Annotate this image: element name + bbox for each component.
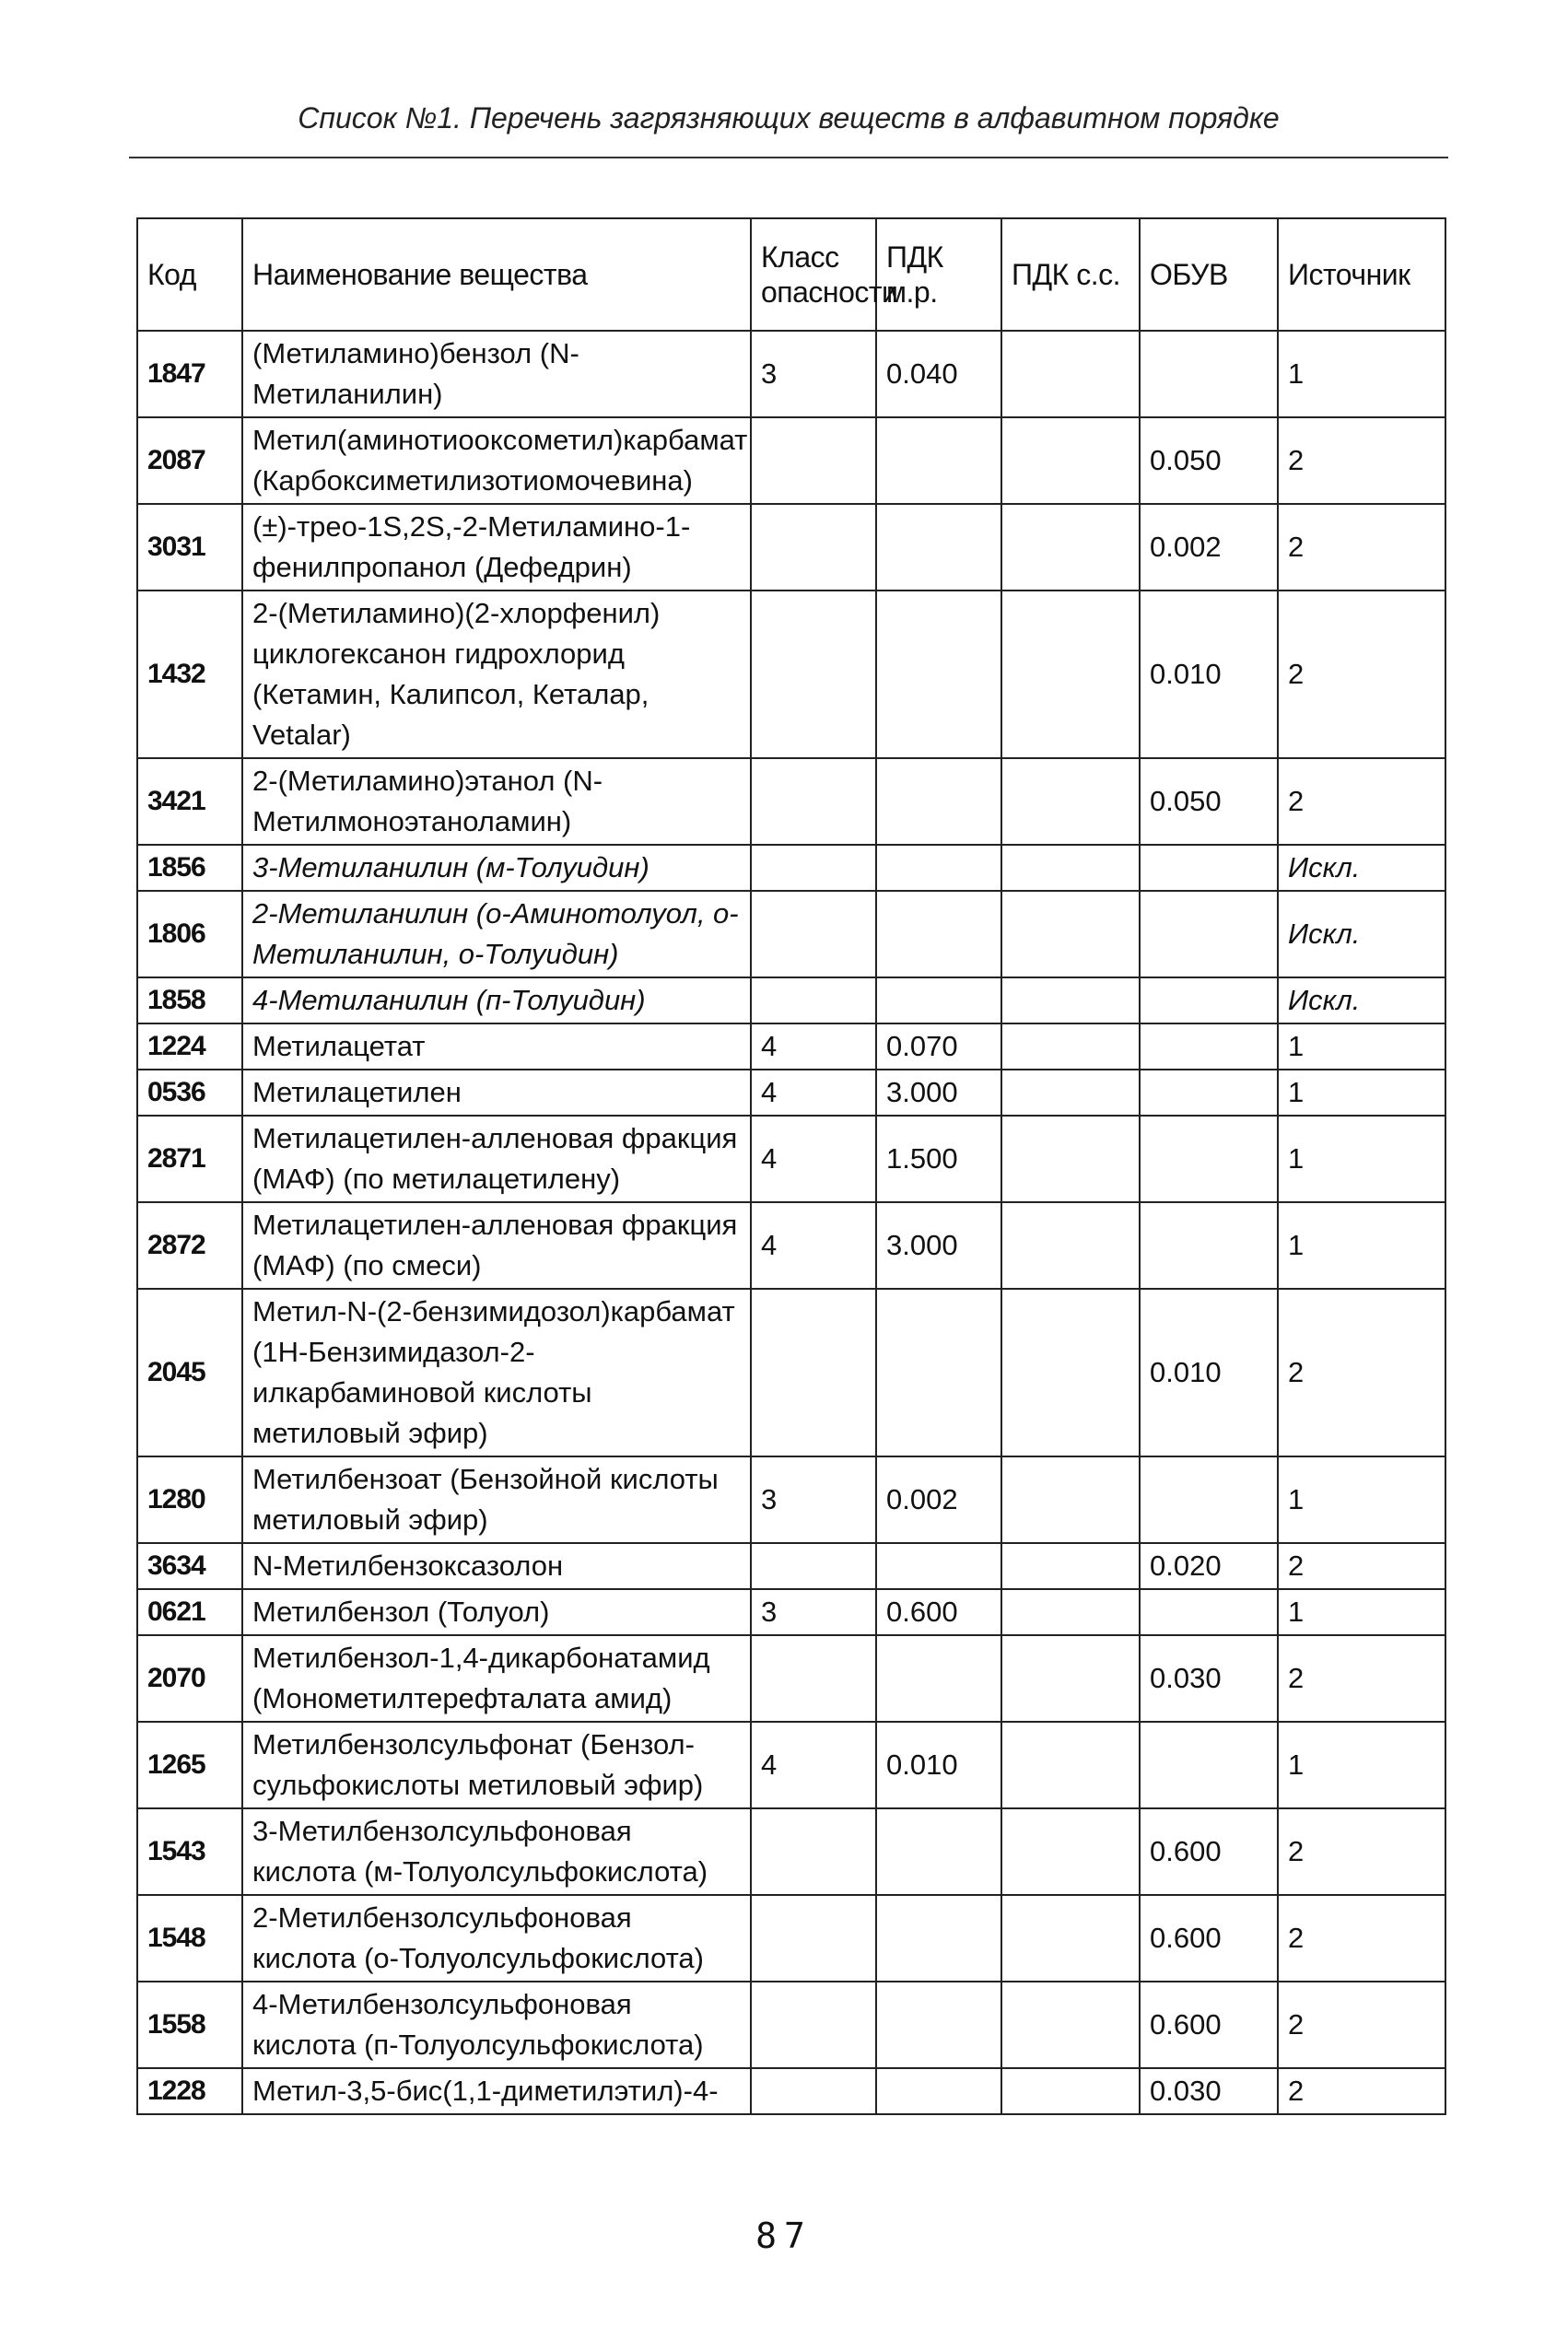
cell-name: 3-Метиланилин (м-Толуидин) (242, 845, 751, 891)
cell-hazard-class (751, 758, 876, 845)
cell-code: 3634 (137, 1543, 242, 1589)
cell-pdk-mr: 0.070 (876, 1023, 1001, 1070)
cell-pdk-ss (1001, 891, 1140, 977)
cell-name: Метилбензоат (Бензойной кислоты метиловый эфир) (242, 1456, 751, 1543)
table-row (137, 1722, 1445, 1808)
cell-code: 1543 (137, 1808, 242, 1895)
table-row (137, 1289, 1445, 1456)
cell-obuv: 0.002 (1140, 504, 1278, 591)
cell-hazard-class (751, 891, 876, 977)
table-row (137, 1543, 1445, 1589)
cell-hazard-class (751, 1289, 876, 1456)
cell-obuv (1140, 977, 1278, 1023)
cell-pdk-ss (1001, 1202, 1140, 1289)
column-header-name: Наименование вещества (242, 218, 751, 331)
cell-code: 0621 (137, 1589, 242, 1635)
cell-source: Искл. (1278, 891, 1445, 977)
table-row (137, 1456, 1445, 1543)
cell-obuv: 0.600 (1140, 1895, 1278, 1982)
cell-pdk-mr (876, 1982, 1001, 2068)
table-row (137, 1895, 1445, 1982)
cell-name: N-Метилбензоксазолон (242, 1543, 751, 1589)
cell-pdk-ss (1001, 845, 1140, 891)
cell-pdk-mr (876, 845, 1001, 891)
cell-name: (Метиламино)бензол (N-Метиланилин) (242, 331, 751, 417)
cell-pdk-ss (1001, 1116, 1140, 1202)
table-row (137, 891, 1445, 977)
cell-code: 1847 (137, 331, 242, 417)
cell-code: 2872 (137, 1202, 242, 1289)
table-row (137, 591, 1445, 758)
cell-pdk-ss (1001, 1589, 1140, 1635)
cell-code: 1548 (137, 1895, 242, 1982)
cell-pdk-ss (1001, 977, 1140, 1023)
cell-pdk-ss (1001, 1070, 1140, 1116)
cell-hazard-class (751, 417, 876, 504)
table-row (137, 417, 1445, 504)
cell-hazard-class: 3 (751, 331, 876, 417)
cell-source: 2 (1278, 1982, 1445, 2068)
cell-obuv: 0.600 (1140, 1982, 1278, 2068)
cell-obuv (1140, 845, 1278, 891)
cell-pdk-mr (876, 2068, 1001, 2114)
cell-code: 2045 (137, 1289, 242, 1456)
column-header-source: Источник (1278, 218, 1445, 331)
cell-source: 1 (1278, 1023, 1445, 1070)
cell-pdk-ss (1001, 1808, 1140, 1895)
table-row (137, 1023, 1445, 1070)
table-row (137, 1070, 1445, 1116)
cell-code: 2871 (137, 1116, 242, 1202)
cell-name: 2-(Метиламино)(2-хлорфенил) циклогексанон гидрохлорид (Кетамин, Калипсол, Кеталар, Vetalar) (242, 591, 751, 758)
cell-source: Искл. (1278, 977, 1445, 1023)
cell-obuv: 0.050 (1140, 417, 1278, 504)
column-header-pdk-ss: ПДК с.с. (1001, 218, 1140, 331)
cell-source: 2 (1278, 1543, 1445, 1589)
cell-hazard-class: 3 (751, 1589, 876, 1635)
cell-pdk-mr (876, 417, 1001, 504)
table-body (137, 331, 1445, 2114)
cell-pdk-ss (1001, 331, 1140, 417)
cell-hazard-class: 3 (751, 1456, 876, 1543)
cell-code: 1806 (137, 891, 242, 977)
cell-pdk-ss (1001, 504, 1140, 591)
column-header-obuv: ОБУВ (1140, 218, 1278, 331)
cell-pdk-mr: 3.000 (876, 1070, 1001, 1116)
cell-source: 1 (1278, 1116, 1445, 1202)
cell-code: 1280 (137, 1456, 242, 1543)
header-divider (129, 157, 1448, 158)
cell-source: 1 (1278, 1456, 1445, 1543)
cell-source: 2 (1278, 1289, 1445, 1456)
cell-pdk-mr: 0.040 (876, 331, 1001, 417)
cell-code: 1228 (137, 2068, 242, 2114)
table-row (137, 1808, 1445, 1895)
cell-obuv (1140, 1070, 1278, 1116)
cell-obuv: 0.600 (1140, 1808, 1278, 1895)
cell-obuv: 0.010 (1140, 591, 1278, 758)
cell-hazard-class (751, 2068, 876, 2114)
cell-hazard-class (751, 845, 876, 891)
table-row (137, 1635, 1445, 1722)
cell-name: Метилацетилен (242, 1070, 751, 1116)
cell-name: Метилацетилен-алленовая фракция (МАФ) (по смеси) (242, 1202, 751, 1289)
column-header-hazard-class: Класс опасности (751, 218, 876, 331)
table-row (137, 845, 1445, 891)
column-header-code: Код (137, 218, 242, 331)
cell-code: 2087 (137, 417, 242, 504)
cell-code: 1558 (137, 1982, 242, 2068)
cell-pdk-mr: 0.010 (876, 1722, 1001, 1808)
cell-source: 1 (1278, 1589, 1445, 1635)
cell-pdk-mr (876, 1895, 1001, 1982)
cell-pdk-mr: 3.000 (876, 1202, 1001, 1289)
cell-hazard-class (751, 1543, 876, 1589)
cell-code: 0536 (137, 1070, 242, 1116)
cell-source: 2 (1278, 591, 1445, 758)
table-row (137, 758, 1445, 845)
cell-pdk-ss (1001, 758, 1140, 845)
cell-source: 2 (1278, 2068, 1445, 2114)
cell-pdk-ss (1001, 1635, 1140, 1722)
cell-code: 1858 (137, 977, 242, 1023)
cell-source: 2 (1278, 1808, 1445, 1895)
column-header-pdk-mr: ПДК м.р. (876, 218, 1001, 331)
cell-obuv (1140, 1722, 1278, 1808)
cell-source: 2 (1278, 504, 1445, 591)
cell-pdk-mr (876, 1635, 1001, 1722)
cell-hazard-class: 4 (751, 1202, 876, 1289)
cell-hazard-class (751, 1808, 876, 1895)
cell-code: 2070 (137, 1635, 242, 1722)
cell-name: 2-(Метиламино)этанол (N-Метилмоноэтаноламин) (242, 758, 751, 845)
cell-pdk-mr (876, 758, 1001, 845)
cell-source: 1 (1278, 1070, 1445, 1116)
cell-hazard-class (751, 591, 876, 758)
cell-name: Метил-N-(2-бензимидозол)карбамат (1Н-Бензимидазол-2-илкарбаминовой кислоты метиловый эфир) (242, 1289, 751, 1456)
cell-pdk-mr: 0.600 (876, 1589, 1001, 1635)
cell-pdk-mr (876, 891, 1001, 977)
cell-source: 2 (1278, 1635, 1445, 1722)
cell-code: 3421 (137, 758, 242, 845)
cell-obuv (1140, 331, 1278, 417)
cell-hazard-class: 4 (751, 1070, 876, 1116)
cell-hazard-class: 4 (751, 1722, 876, 1808)
cell-pdk-ss (1001, 417, 1140, 504)
cell-pdk-ss (1001, 2068, 1140, 2114)
cell-pdk-ss (1001, 1543, 1140, 1589)
substances-table (136, 217, 1446, 2115)
cell-pdk-mr: 1.500 (876, 1116, 1001, 1202)
cell-obuv: 0.030 (1140, 1635, 1278, 1722)
cell-name: 4-Метилбензолсульфоновая кислота (п-Толуолсульфокислота) (242, 1982, 751, 2068)
cell-hazard-class (751, 1982, 876, 2068)
cell-hazard-class (751, 1635, 876, 1722)
cell-obuv (1140, 1116, 1278, 1202)
cell-hazard-class (751, 1895, 876, 1982)
cell-name: Метилацетилен-алленовая фракция (МАФ) (по метилацетилену) (242, 1116, 751, 1202)
cell-code: 3031 (137, 504, 242, 591)
table-row (137, 504, 1445, 591)
table-row (137, 1202, 1445, 1289)
table-row (137, 1982, 1445, 2068)
cell-obuv (1140, 891, 1278, 977)
cell-source: 1 (1278, 331, 1445, 417)
cell-pdk-mr (876, 591, 1001, 758)
cell-source: 1 (1278, 1722, 1445, 1808)
cell-obuv: 0.030 (1140, 2068, 1278, 2114)
cell-pdk-mr (876, 977, 1001, 1023)
cell-pdk-mr (876, 1543, 1001, 1589)
cell-code: 1224 (137, 1023, 242, 1070)
page-number: 87 (755, 2216, 813, 2256)
cell-source: 2 (1278, 758, 1445, 845)
table-row (137, 1116, 1445, 1202)
cell-hazard-class: 4 (751, 1116, 876, 1202)
cell-hazard-class (751, 977, 876, 1023)
cell-code: 1856 (137, 845, 242, 891)
cell-name: Метилбензолсульфонат (Бензол-сульфокислоты метиловый эфир) (242, 1722, 751, 1808)
cell-name: Метил(аминотиооксометил)карбамат (Карбоксиметилизотиомочевина) (242, 417, 751, 504)
cell-pdk-mr (876, 1289, 1001, 1456)
cell-obuv (1140, 1202, 1278, 1289)
cell-source: 2 (1278, 1895, 1445, 1982)
table-row (137, 1589, 1445, 1635)
cell-name: Метилбензол-1,4-дикарбонатамид (Монометилтерефталата амид) (242, 1635, 751, 1722)
cell-name: Метил-3,5-бис(1,1-диметилэтил)-4- (242, 2068, 751, 2114)
cell-name: Метилбензол (Толуол) (242, 1589, 751, 1635)
table-row (137, 331, 1445, 417)
cell-name: 2-Метиланилин (о-Аминотолуол, о-Метиланилин, о-Толуидин) (242, 891, 751, 977)
cell-name: 2-Метилбензолсульфоновая кислота (о-Толуолсульфокислота) (242, 1895, 751, 1982)
cell-pdk-mr: 0.002 (876, 1456, 1001, 1543)
cell-name: (±)-трео-1S,2S,-2-Метиламино-1-фенилпропанол (Дефедрин) (242, 504, 751, 591)
cell-source: 2 (1278, 417, 1445, 504)
cell-pdk-ss (1001, 1722, 1140, 1808)
cell-pdk-ss (1001, 591, 1140, 758)
cell-pdk-mr (876, 1808, 1001, 1895)
cell-obuv (1140, 1589, 1278, 1635)
cell-obuv: 0.050 (1140, 758, 1278, 845)
cell-name: Метилацетат (242, 1023, 751, 1070)
cell-obuv: 0.020 (1140, 1543, 1278, 1589)
cell-obuv: 0.010 (1140, 1289, 1278, 1456)
cell-hazard-class (751, 504, 876, 591)
cell-pdk-ss (1001, 1289, 1140, 1456)
cell-pdk-mr (876, 504, 1001, 591)
table-header-row (137, 218, 1445, 331)
cell-name: 4-Метиланилин (п-Толуидин) (242, 977, 751, 1023)
page-header: Список №1. Перечень загрязняющих веществ в алфавитном порядке (298, 101, 1280, 134)
cell-code: 1265 (137, 1722, 242, 1808)
cell-code: 1432 (137, 591, 242, 758)
cell-pdk-ss (1001, 1023, 1140, 1070)
cell-pdk-ss (1001, 1982, 1140, 2068)
cell-source: Искл. (1278, 845, 1445, 891)
cell-hazard-class: 4 (751, 1023, 876, 1070)
table-row (137, 2068, 1445, 2114)
cell-obuv (1140, 1456, 1278, 1543)
cell-obuv (1140, 1023, 1278, 1070)
cell-pdk-ss (1001, 1895, 1140, 1982)
cell-pdk-ss (1001, 1456, 1140, 1543)
cell-source: 1 (1278, 1202, 1445, 1289)
cell-name: 3-Метилбензолсульфоновая кислота (м-Толуолсульфокислота) (242, 1808, 751, 1895)
table-row (137, 977, 1445, 1023)
